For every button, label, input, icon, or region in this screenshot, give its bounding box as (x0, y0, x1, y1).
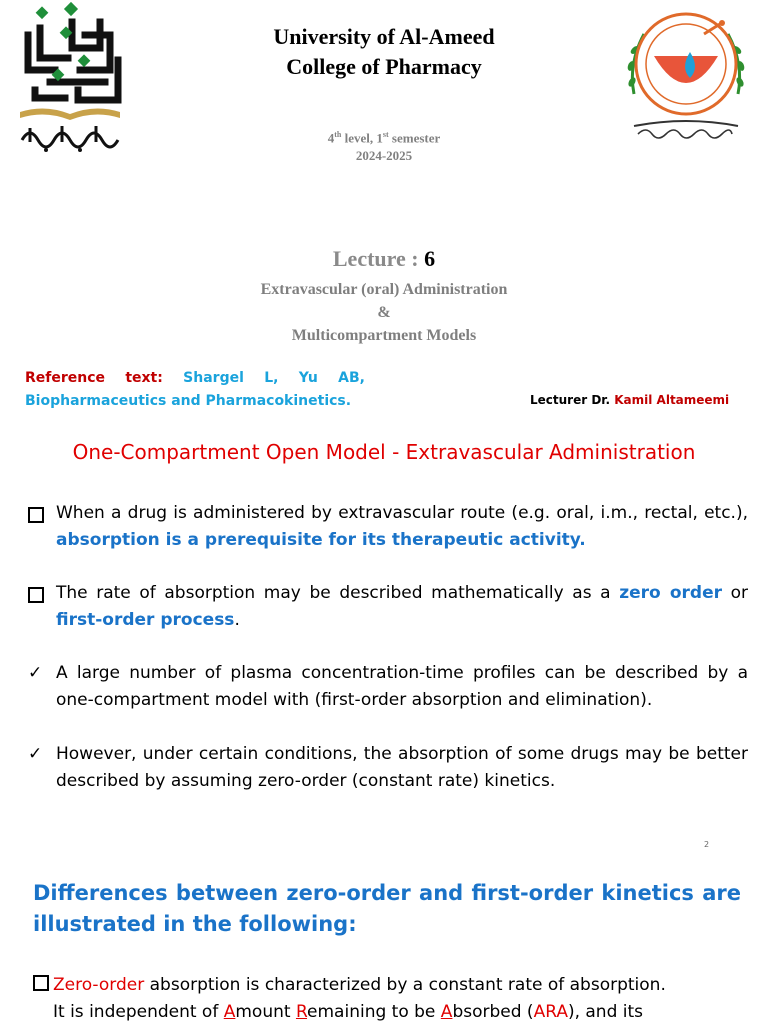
zero-order-line-2 (33, 999, 753, 1026)
zero-order-term: Zero-order (53, 975, 145, 995)
checkmark-bullet-icon: ✓ (28, 744, 43, 764)
university-title (0, 22, 768, 82)
zero-order-text: ), and its (567, 1002, 644, 1022)
acronym-letter: A (223, 1002, 236, 1022)
bullet-text: However, under certain conditions, the absorption of some drugs may be better described by assuming zero-order (constant rate) kinetics. (56, 744, 748, 791)
semester-text: semester (388, 130, 441, 146)
bullet-text-part: . (234, 610, 240, 630)
lecturer-name: Kamil Altameemi (614, 393, 730, 407)
zero-order-bullet (33, 972, 753, 1026)
ara-abbreviation: ARA (533, 1002, 568, 1022)
zero-order-line-1 (33, 972, 753, 999)
zero-order-text: absorption is characterized by a constant rate of absorption. (144, 975, 666, 995)
bullet-item (28, 580, 748, 634)
bullet-text-part: When a drug is administered by extravascular route (e.g. oral, i.m., rectal, etc.), (56, 503, 748, 523)
bullet-emphasis: zero order (619, 583, 722, 603)
bullet-text (56, 500, 748, 554)
acronym-letter: A (440, 1002, 453, 1022)
lecture-label: Lecture : (332, 246, 425, 271)
level-semester (0, 126, 768, 165)
subtitle-line-3: Multicompartment Models (291, 327, 477, 344)
bullet-text-part: or (721, 583, 748, 603)
zero-order-text: bsorbed ( (452, 1002, 534, 1022)
checkbox-bullet-icon (28, 580, 50, 612)
university-name: University of Al-Ameed (273, 24, 495, 49)
academic-year: 2024-2025 (355, 148, 413, 164)
bullet-emphasis: first-order process (56, 610, 235, 630)
reference-text (25, 367, 365, 413)
bullet-text (56, 580, 748, 634)
level-text: level, 1 (341, 130, 383, 146)
lecture-number: 6 (424, 246, 436, 271)
bullet-item (28, 741, 748, 795)
lecture-title (0, 246, 768, 272)
section-heading: One-Compartment Open Model - Extravascular Administration (72, 440, 696, 464)
level-line (0, 126, 768, 147)
subtitle-line-1: Extravascular (oral) Administration (260, 281, 508, 298)
zero-order-text: emaining to be (307, 1002, 441, 1022)
subtitle-line-2: & (377, 304, 391, 321)
lecture-subtitle (0, 278, 768, 347)
differences-heading: Differences between zero-order and first-order kinetics are illustrated in the following: (33, 881, 741, 936)
level-suffix: th (334, 130, 342, 139)
bullet-text-part: The rate of absorption may be described mathematically as a (56, 583, 620, 603)
reference-label: Reference text (25, 370, 158, 386)
zero-order-text: It is independent of (53, 1002, 224, 1022)
reference-value: Shargel L, Yu AB, Biopharmaceutics and Pharmacokinetics. (25, 370, 365, 409)
checkbox-bullet-icon (33, 972, 53, 999)
bullet-text: A large number of plasma concentration-time profiles can be described by a one-compartment model with (first-order absorption and elimination). (56, 663, 748, 710)
reference-colon: : (157, 370, 163, 386)
semester-suffix: st (382, 130, 389, 139)
checkbox-bullet-icon (28, 500, 50, 532)
acronym-letter: R (295, 1002, 308, 1022)
zero-order-text: mount (235, 1002, 296, 1022)
lecturer-prefix: Lecturer Dr. (530, 393, 615, 407)
lecturer-credit (530, 393, 729, 407)
bullet-item (28, 500, 748, 554)
checkmark-bullet-icon: ✓ (28, 663, 43, 683)
page-number: 2 (704, 840, 710, 849)
college-name: College of Pharmacy (286, 54, 482, 79)
bullet-emphasis: absorption is a prerequisite for its therapeutic activity. (56, 530, 586, 550)
bullet-item (28, 660, 748, 714)
level-number: 4 (327, 130, 335, 146)
